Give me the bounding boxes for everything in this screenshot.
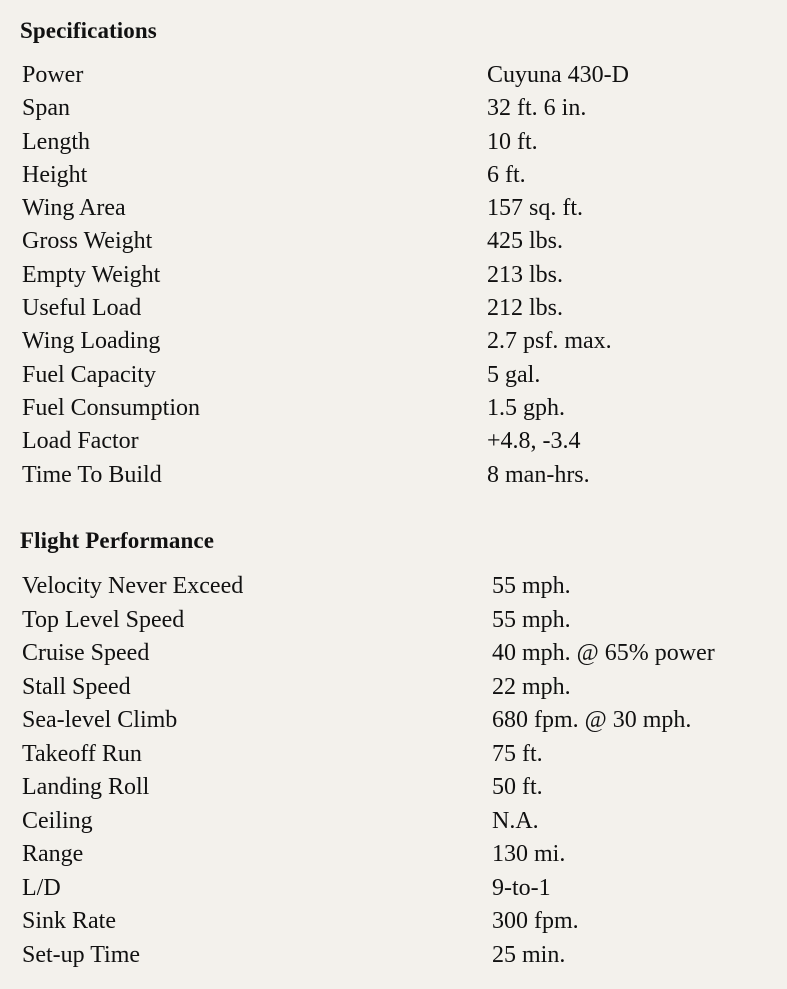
perf-row-sea-level-climb <box>22 705 782 739</box>
spec-value: 8 man-hrs. <box>487 461 590 488</box>
perf-value: 300 fpm. <box>492 908 579 934</box>
perf-label: Ceiling <box>22 807 93 834</box>
spec-label: Empty Weight <box>22 261 161 288</box>
spec-row-useful-load <box>22 293 782 326</box>
perf-label: Landing Roll <box>22 774 150 800</box>
spec-value: 5 gal. <box>487 361 541 388</box>
perf-value: 55 mph. <box>492 573 571 599</box>
perf-row-sink-rate <box>22 906 782 940</box>
spec-row-length <box>22 127 782 160</box>
perf-label: Stall Speed <box>22 673 131 700</box>
spec-label: Power <box>22 62 84 88</box>
perf-row-l-d <box>22 873 782 907</box>
spec-value: 213 lbs. <box>487 261 564 288</box>
spec-value: 212 lbs. <box>487 295 564 322</box>
spec-value: 1.5 gph. <box>487 394 565 421</box>
perf-label: Velocity Never Exceed <box>22 573 244 599</box>
flight-performance-table <box>22 571 782 973</box>
spec-value: 425 lbs. <box>487 228 564 255</box>
perf-label: Cruise Speed <box>22 640 150 666</box>
spec-label: Span <box>22 95 70 122</box>
specifications-table <box>22 60 782 493</box>
spec-value: 10 ft. <box>487 128 538 155</box>
spec-value: +4.8, -3.4 <box>487 428 581 455</box>
spec-label: Useful Load <box>22 295 142 322</box>
perf-row-cruise-speed <box>22 638 782 672</box>
spec-row-time-to-build <box>22 460 782 493</box>
perf-row-takeoff-run <box>22 739 782 773</box>
perf-value: 22 mph. <box>492 673 571 700</box>
spec-row-power <box>22 60 782 93</box>
perf-row-set-up-time <box>22 940 782 974</box>
spec-label: Fuel Consumption <box>22 394 201 421</box>
spec-value: Cuyuna 430-D <box>487 62 629 88</box>
perf-label: Top Level Speed <box>22 606 185 633</box>
spec-label: Gross Weight <box>22 228 153 255</box>
perf-value: 25 min. <box>492 941 566 968</box>
perf-value: 75 ft. <box>492 740 543 767</box>
spec-label: Wing Loading <box>22 328 161 355</box>
perf-label: Sea-level Climb <box>22 707 178 733</box>
perf-value: N.A. <box>492 807 539 834</box>
spec-label: Length <box>22 128 90 155</box>
spec-value: 2.7 psf. max. <box>487 328 612 355</box>
perf-row-velocity-never-exceed <box>22 571 782 605</box>
spec-row-wing-area <box>22 193 782 226</box>
perf-row-range <box>22 839 782 873</box>
perf-label: Range <box>22 841 84 867</box>
spec-row-fuel-consumption <box>22 393 782 426</box>
spec-row-empty-weight <box>22 260 782 293</box>
spec-row-fuel-capacity <box>22 360 782 393</box>
spec-value: 157 sq. ft. <box>487 195 583 222</box>
perf-row-top-level-speed <box>22 605 782 639</box>
perf-row-stall-speed <box>22 672 782 706</box>
perf-value: 680 fpm. @ 30 mph. <box>492 707 692 733</box>
perf-value: 9-to-1 <box>492 874 551 901</box>
spec-label: Wing Area <box>22 195 126 222</box>
specifications-heading: Specifications <box>20 18 157 43</box>
perf-value: 50 ft. <box>492 774 543 800</box>
spec-label: Time To Build <box>22 461 162 488</box>
spec-value: 32 ft. 6 in. <box>487 95 587 122</box>
spec-row-wing-loading <box>22 326 782 359</box>
perf-value: 130 mi. <box>492 841 566 867</box>
spec-row-span <box>22 93 782 126</box>
perf-value: 55 mph. <box>492 606 571 633</box>
spec-label: Fuel Capacity <box>22 361 156 388</box>
spec-row-load-factor <box>22 426 782 459</box>
perf-row-landing-roll <box>22 772 782 806</box>
spec-label: Height <box>22 161 88 188</box>
perf-value: 40 mph. @ 65% power <box>492 640 715 666</box>
perf-label: Takeoff Run <box>22 740 142 767</box>
spec-value: 6 ft. <box>487 161 526 188</box>
perf-label: Set-up Time <box>22 941 141 968</box>
spec-row-height <box>22 160 782 193</box>
spec-label: Load Factor <box>22 428 139 455</box>
perf-label: L/D <box>22 874 61 901</box>
spec-row-gross-weight <box>22 226 782 259</box>
perf-label: Sink Rate <box>22 908 116 934</box>
perf-row-ceiling <box>22 806 782 840</box>
flight-performance-heading: Flight Performance <box>20 528 215 553</box>
